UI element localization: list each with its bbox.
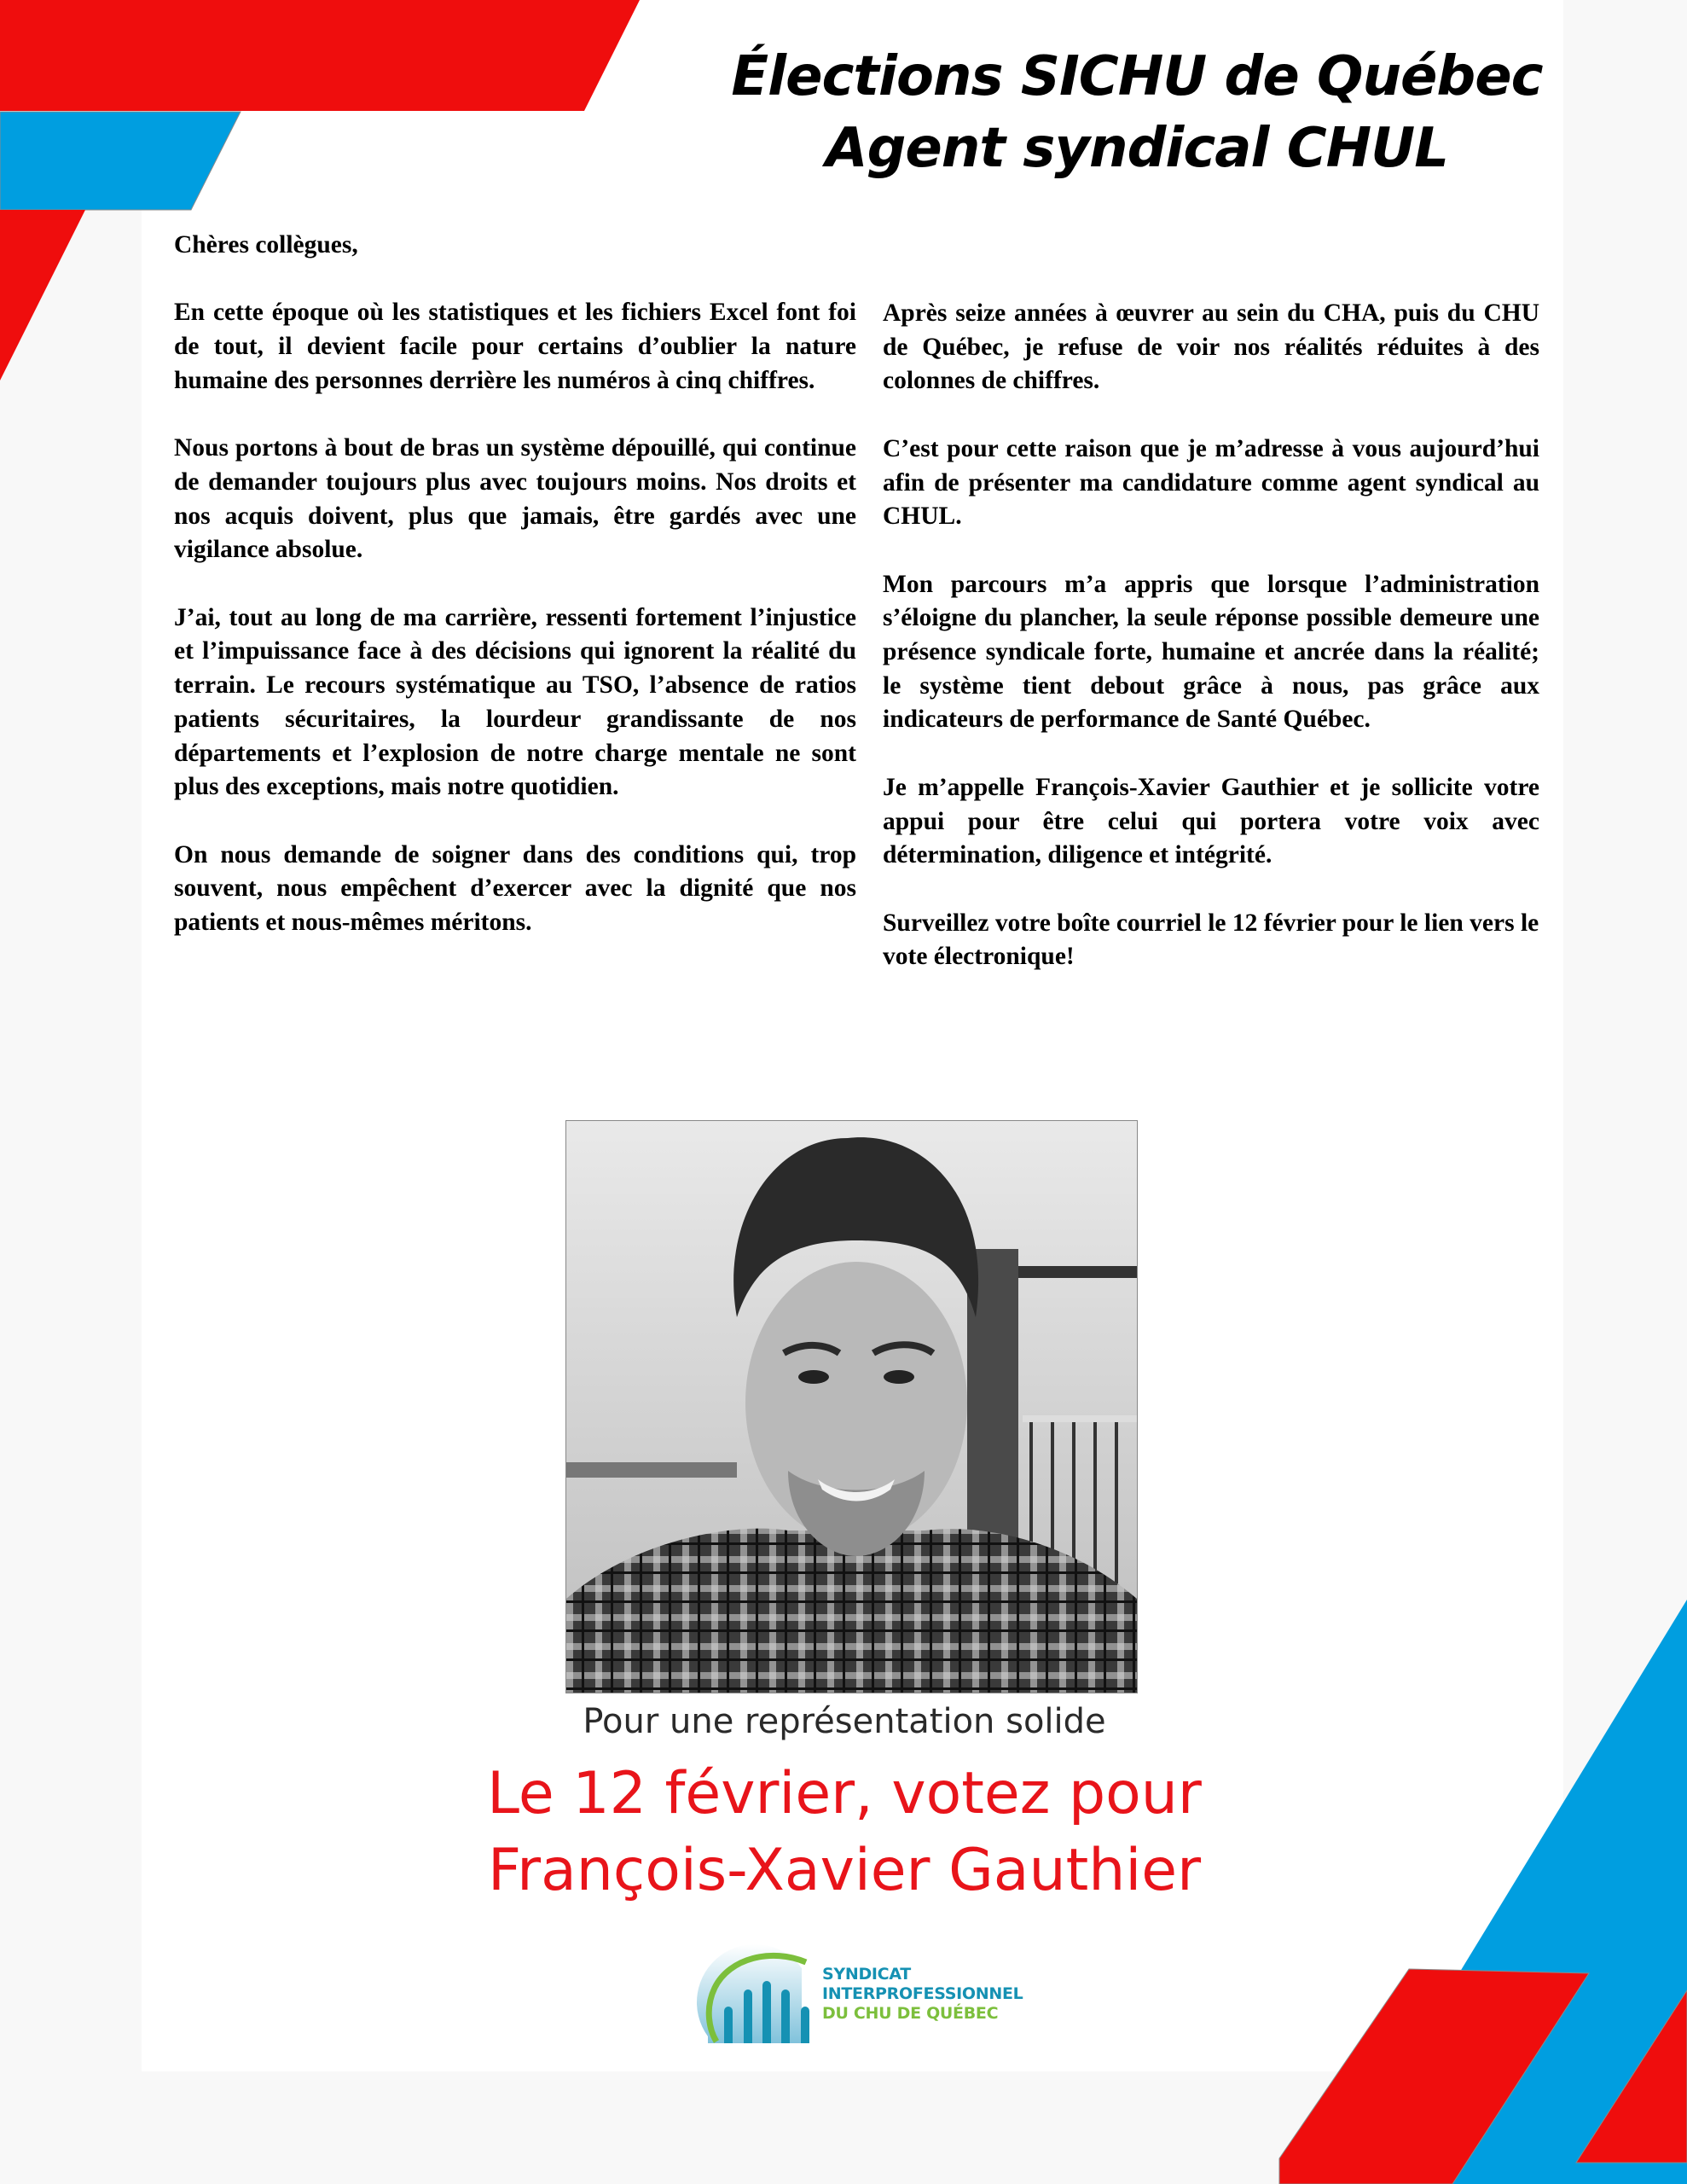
title-line-2: Agent syndical CHUL [826, 117, 1448, 180]
portrait-image [566, 1121, 1137, 1693]
paragraph: En cette époque où les statistiques et les fichiers Excel font foi de tout, il devient facile pour certains d’oublier la nature humaine des personnes derrière les numéros à cinq chiffres. [174, 299, 856, 394]
logo-line-2: INTERPROFESSIONNEL [822, 1984, 1023, 2003]
title-line-1: Élections SICHU de Québec [731, 45, 1543, 108]
logo-text [822, 1965, 1023, 2024]
page-title [597, 41, 1677, 184]
logo-line-3: DU CHU DE QUÉBEC [822, 2004, 999, 2023]
paragraph: J’ai, tout au long de ma carrière, ressenti fortement l’injustice et l’impuissance face à des décisions qui ignorent la réalité du terrain. Le recours systématique au TSO, l’absence de ratios patients sécuritaires, la lourdeur grandissante de nos départements et l’explosion de notre charge mentale ne sont plus des exceptions, mais notre quotidien. [174, 603, 856, 801]
letter-left-column [174, 229, 856, 940]
paragraph: Je m’appelle François-Xavier Gauthier et je sollicite votre appui pour être celui qui portera votre voix avec détermination, diligence et intégrité. [883, 773, 1539, 869]
paragraph: C’est pour cette raison que je m’adresse à vous aujourd’hui afin de présenter ma candidature comme agent syndical au CHUL. [883, 434, 1539, 531]
stripe-red-bottom-right [1576, 1990, 1687, 2163]
stripe-red-left [0, 210, 85, 380]
greeting: Chères collègues, [174, 231, 358, 258]
candidate-photo [565, 1120, 1138, 1693]
paragraph: Après seize années à œuvrer au sein du CHA, puis du CHU de Québec, je refuse de voir nos réalités réduites à des colonnes de chiffres. [883, 299, 1539, 395]
letter-right-column [883, 297, 1539, 974]
vote-line-2: François-Xavier Gauthier [487, 1837, 1202, 1904]
paragraph: On nous demande de soigner dans des conditions qui, trop souvent, nous empêchent d’exercer avec la dignité que nos patients et nous-mêmes méritons. [174, 840, 856, 936]
logo-line-1: SYNDICAT [822, 1965, 911, 1984]
sichu-logo-icon [682, 1932, 819, 2043]
paragraph: Surveillez votre boîte courriel le 12 février pour le lien vers le vote électronique! [883, 909, 1539, 971]
paragraph: Nous portons à bout de bras un système dépouillé, qui continue de demander toujours plus avec toujours moins. Nos droits et nos acquis doivent, plus que jamais, être gardés avec une vigilance absolue. [174, 434, 856, 564]
vote-call [358, 1756, 1330, 1909]
sichu-logo [682, 1932, 1041, 2043]
tagline: Pour une représentation solide [583, 1702, 1106, 1741]
paragraph: Mon parcours m’a appris que lorsque l’administration s’éloigne du plancher, la seule réponse possible demeure une présence syndicale forte, humaine et ancrée dans la réalité; le système tient debout grâce à nous, pas grâce aux indicateurs de performance de Santé Québec. [883, 570, 1539, 734]
vote-line-1: Le 12 février, votez pour [487, 1760, 1202, 1827]
